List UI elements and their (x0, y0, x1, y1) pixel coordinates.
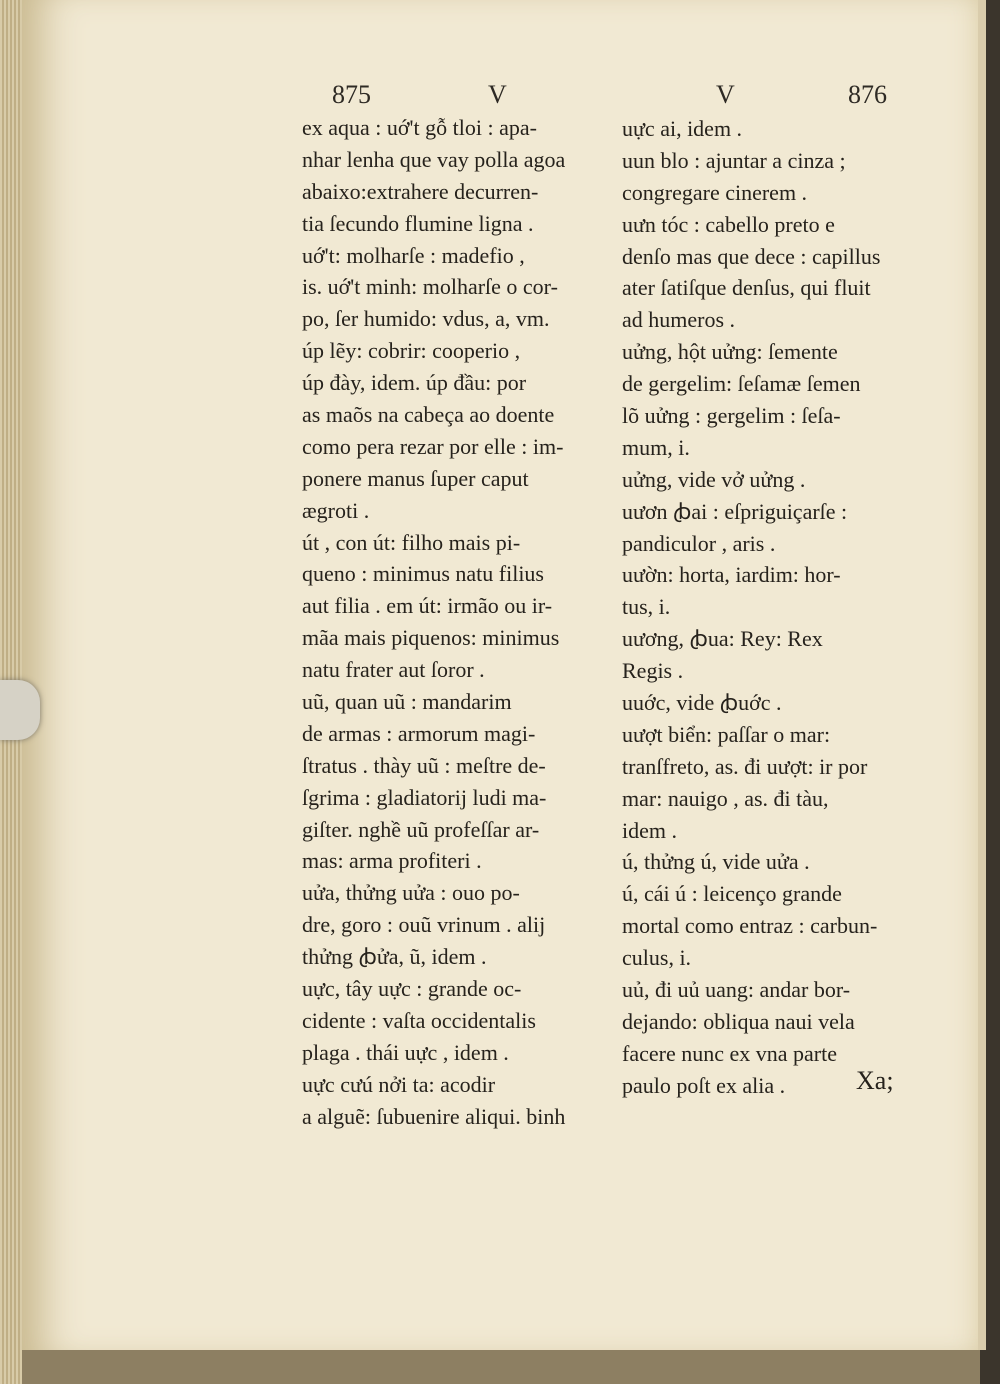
page-number-left: 875 (332, 80, 371, 109)
dictionary-line: giſter. nghề uũ profeſſar ar- (302, 816, 540, 842)
dictionary-line: mas: arma profiteri . (302, 848, 482, 874)
dictionary-line: de armas : armorum magi- (302, 720, 536, 746)
dictionary-line: uửa, thửng uửa : ouo po- (302, 880, 520, 906)
dictionary-line: aut filia . em út: irmão ou ir- (302, 593, 553, 619)
dictionary-line: út , con út: filho mais pi- (302, 529, 521, 555)
dictionary-line: plaga . thái uực , idem . (302, 1039, 509, 1065)
dictionary-line: mum, i. (622, 434, 690, 460)
dictionary-line: tus, i. (622, 594, 671, 620)
catchword: Xa; (856, 1066, 894, 1095)
running-letter-right: V (716, 80, 735, 109)
dictionary-line: Regis . (622, 658, 684, 684)
dictionary-line: uương, ꞗua: Rey: Rex (622, 626, 823, 652)
dictionary-line: thửng ꞗửa, ũ, idem . (302, 944, 487, 970)
dictionary-line: úp đày, idem. úp đầu: por (302, 370, 527, 396)
dictionary-line: ponere manus ſuper caput (302, 465, 529, 491)
dictionary-line: ſgrima : gladiatorij ludi ma- (302, 784, 547, 810)
dictionary-line: uửng, vide vở uửng . (622, 466, 806, 492)
dictionary-line: pandiculor , aris . (622, 530, 776, 556)
dictionary-line: po, ſer humido: vdus, a, vm. (302, 306, 550, 332)
dictionary-line: ad humeros . (622, 307, 736, 333)
dictionary-line: úp lẽy: cobrir: cooperio , (302, 338, 521, 364)
dictionary-line: de gergelim: ſeſamæ ſemen (622, 371, 861, 397)
dictionary-line: queno : minimus natu filius (302, 561, 544, 587)
dictionary-line: as maõs na cabeça ao doente (302, 402, 555, 428)
dictionary-line: uươn ꞗai : eſpriguiçarſe : (622, 498, 848, 524)
dictionary-line: mãa mais piquenos: minimus (302, 625, 560, 651)
dictionary-line: dejando: obliqua naui vela (622, 1008, 855, 1034)
running-letter-left: V (488, 80, 507, 109)
dictionary-line: culus, i. (622, 945, 692, 971)
dictionary-line: uuớc, vide ꞗuớc . (622, 690, 782, 716)
dictionary-line: tia ſecundo flumine ligna . (302, 210, 534, 236)
dictionary-line: uực, tây uực : grande oc- (302, 976, 522, 1002)
dictionary-line: uớ't: molharſe : madefio , (302, 242, 525, 268)
dictionary-line: abaixo:extrahere decurren- (302, 178, 539, 204)
dictionary-line: ú, thửng ú, vide uửa . (622, 849, 810, 875)
dictionary-line: ſtratus . thày uũ : meſtre de- (302, 752, 546, 778)
dictionary-line: nhar lenha que vay polla agoa (302, 146, 566, 172)
dictionary-line: uủ, đi uủ uang: andar bor- (622, 977, 851, 1003)
dictionary-line: ú, cái ú : leicenço grande (622, 881, 842, 907)
dictionary-line: mar: nauigo , as. đi tàu, (622, 785, 829, 811)
dictionary-line: idem . (622, 817, 677, 843)
dictionary-line: dre, goro : ouũ vrinum . alij (302, 912, 546, 938)
dictionary-line: ægroti . (302, 497, 370, 523)
book-edge-right (978, 0, 1000, 1384)
dictionary-line: uượt biển: paſſar o mar: (622, 721, 831, 747)
dictionary-line: natu frater aut ſoror . (302, 657, 485, 683)
dictionary-line: paulo poſt ex alia . (622, 1072, 786, 1098)
dictionary-column-right (622, 113, 922, 1102)
page-number-right: 876 (848, 80, 887, 109)
dictionary-line: uườn: horta, iardim: hor- (622, 562, 841, 588)
dictionary-line: ater ſatiſque denſus, qui fluit (622, 275, 871, 301)
dictionary-line: uũ, quan uũ : mandarim (302, 689, 512, 715)
dictionary-line: uun blo : ajuntar a cinza ; (622, 147, 846, 173)
dictionary-line: como pera rezar por elle : im- (302, 433, 564, 459)
dictionary-line: a alguẽ: ſubuenire aliqui. binh (302, 1103, 566, 1129)
dictionary-line: mortal como entraz : carbun- (622, 913, 878, 939)
dictionary-line: cidente : vaſta occidentalis (302, 1007, 536, 1033)
dictionary-line: denſo mas que dece : capillus (622, 243, 881, 269)
dictionary-line: lõ uửng : gergelim : ſeſa- (622, 403, 841, 429)
dictionary-line: uửng, hột uửng: ſemente (622, 339, 838, 365)
page-clip (0, 680, 40, 740)
dictionary-line: congregare cinerem . (622, 179, 808, 205)
dictionary-line: tranſfreto, as. đi uượt: ir por (622, 753, 868, 779)
dictionary-line: is. uớ't minh: molharſe o cor- (302, 274, 558, 300)
page-bottom-shadow (22, 1350, 980, 1384)
dictionary-line: uưn tóc : cabello preto e (622, 211, 835, 237)
dictionary-line: uực cưú nởi ta: acodir (302, 1071, 496, 1097)
dictionary-line: ex aqua : uớ't gỗ tloi : apa- (302, 115, 537, 140)
dictionary-line: facere nunc ex vna parte (622, 1040, 837, 1066)
dictionary-line: uực ai, idem . (622, 116, 743, 141)
dictionary-column-left (302, 112, 604, 1133)
